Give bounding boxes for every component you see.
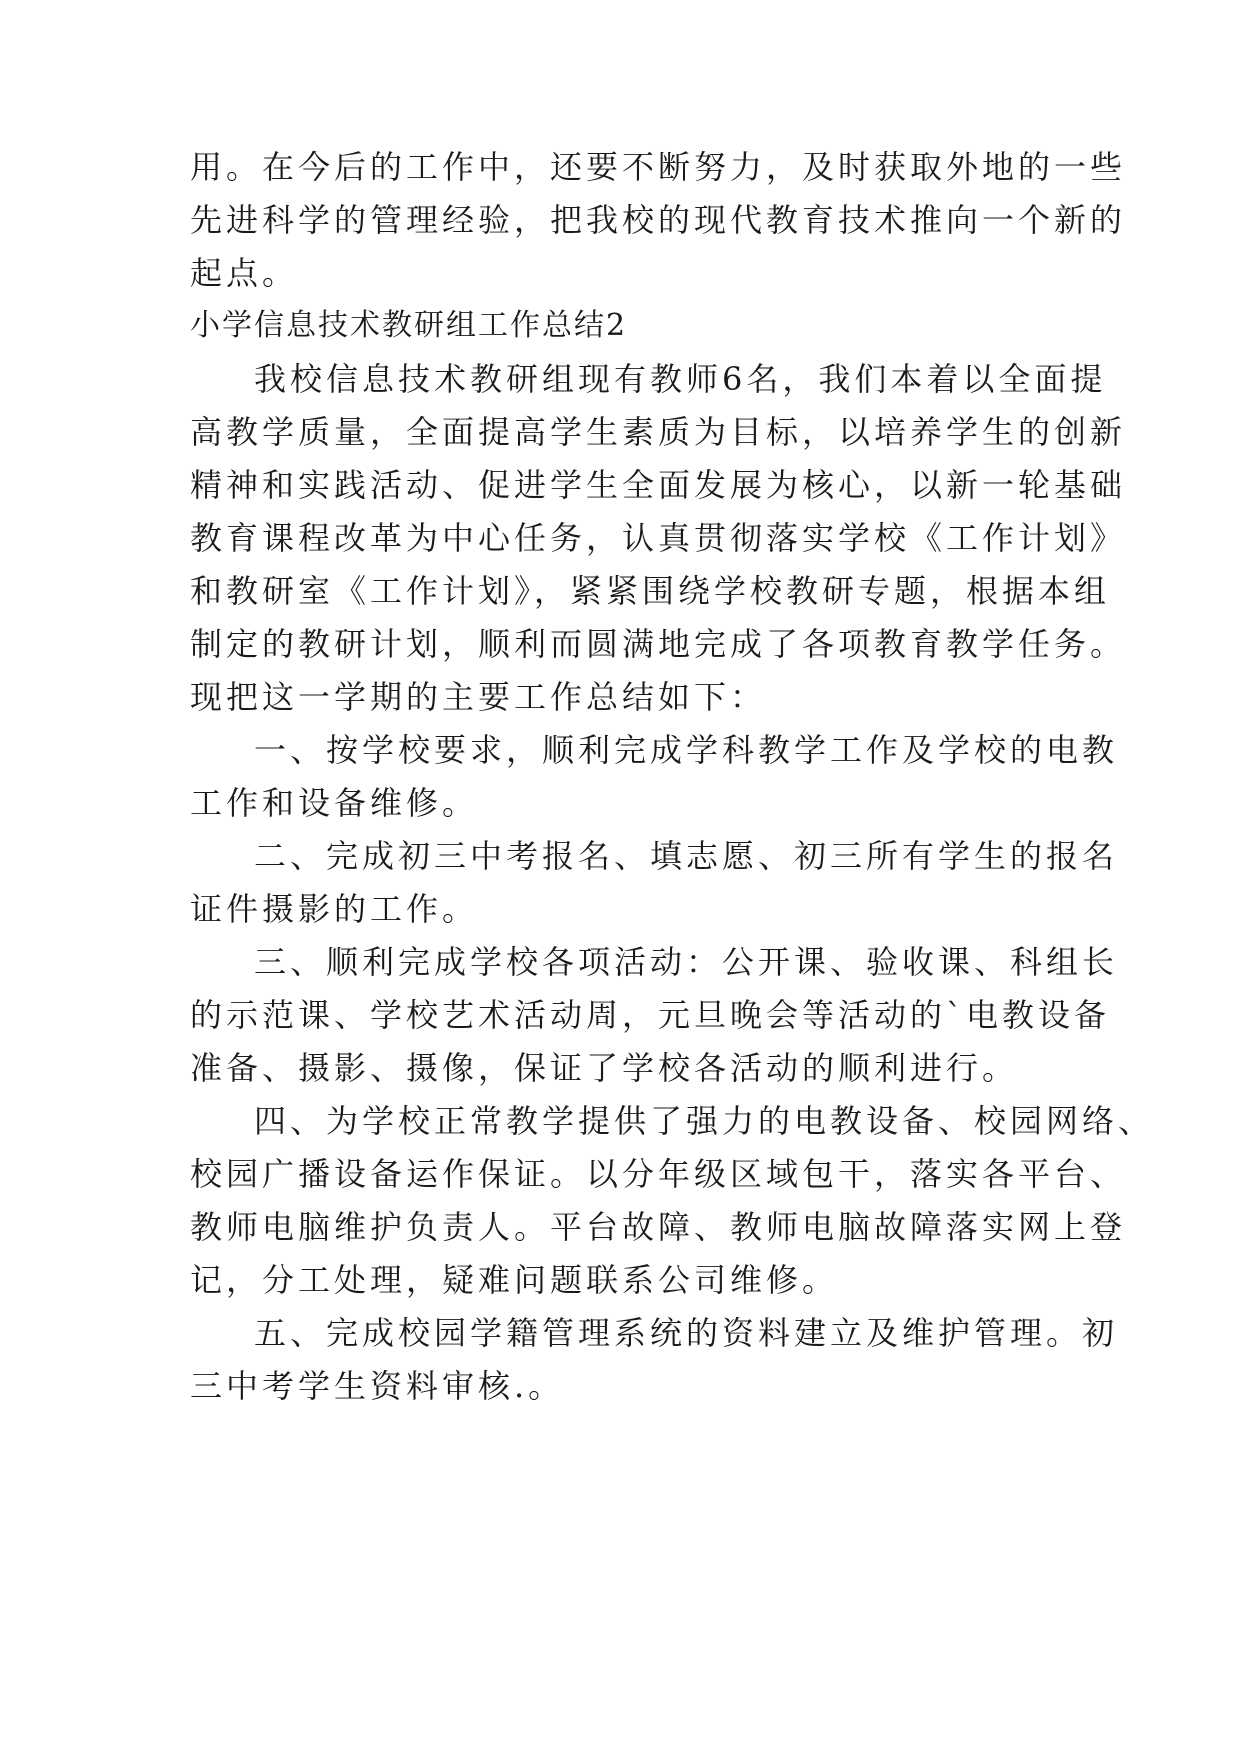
paragraph-line: 先进科学的管理经验，把我校的现代教育技术推向一个新的 — [190, 201, 1127, 239]
list-item-line: 四、为学校正常教学提供了强力的电教设备、校园网络、 — [254, 1102, 1155, 1140]
list-item-line: 记，分工处理，疑难问题联系公司维修。 — [190, 1261, 839, 1299]
paragraph-line: 高教学质量，全面提高学生素质为目标，以培养学生的创新 — [190, 413, 1127, 451]
list-item-line: 三、顺利完成学校各项活动：公开课、验收课、科组长 — [254, 943, 1119, 981]
list-item-line: 校园广播设备运作保证。以分年级区域包干，落实各平台、 — [190, 1155, 1127, 1193]
paragraph-line: 和教研室《工作计划》，紧紧围绕学校教研专题，根据本组 — [190, 572, 1111, 610]
list-item-line: 证件摄影的工作。 — [190, 890, 479, 928]
list-item-line: 的示范课、学校艺术活动周，元旦晚会等活动的`电教设备 — [190, 996, 1111, 1034]
paragraph-line: 我校信息技术教研组现有教师6名，我们本着以全面提 — [254, 360, 1107, 398]
paragraph-line: 精神和实践活动、促进学生全面发展为核心，以新一轮基础 — [190, 466, 1127, 504]
section-title: 小学信息技术教研组工作总结2 — [190, 308, 628, 343]
list-item-line: 准备、摄影、摄像，保证了学校各活动的顺利进行。 — [190, 1049, 1019, 1087]
paragraph-line: 制定的教研计划，顺利而圆满地完成了各项教育教学任务。 — [190, 625, 1127, 663]
list-item-line: 一、按学校要求，顺利完成学科教学工作及学校的电教 — [254, 731, 1119, 769]
paragraph-line: 起点。 — [190, 254, 299, 292]
list-item-line: 教师电脑维护负责人。平台故障、教师电脑故障落实网上登 — [190, 1208, 1127, 1246]
list-item-line: 工作和设备维修。 — [190, 784, 479, 822]
paragraph-line: 现把这一学期的主要工作总结如下： — [190, 678, 767, 716]
list-item-line: 五、完成校园学籍管理系统的资料建立及维护管理。初 — [254, 1314, 1119, 1352]
paragraph-line: 教育课程改革为中心任务，认真贯彻落实学校《工作计划》 — [190, 519, 1127, 557]
paragraph-line: 用。在今后的工作中，还要不断努力，及时获取外地的一些 — [190, 148, 1127, 186]
list-item-line: 三中考学生资料审核.。 — [190, 1367, 565, 1405]
list-item-line: 二、完成初三中考报名、填志愿、初三所有学生的报名 — [254, 837, 1119, 875]
